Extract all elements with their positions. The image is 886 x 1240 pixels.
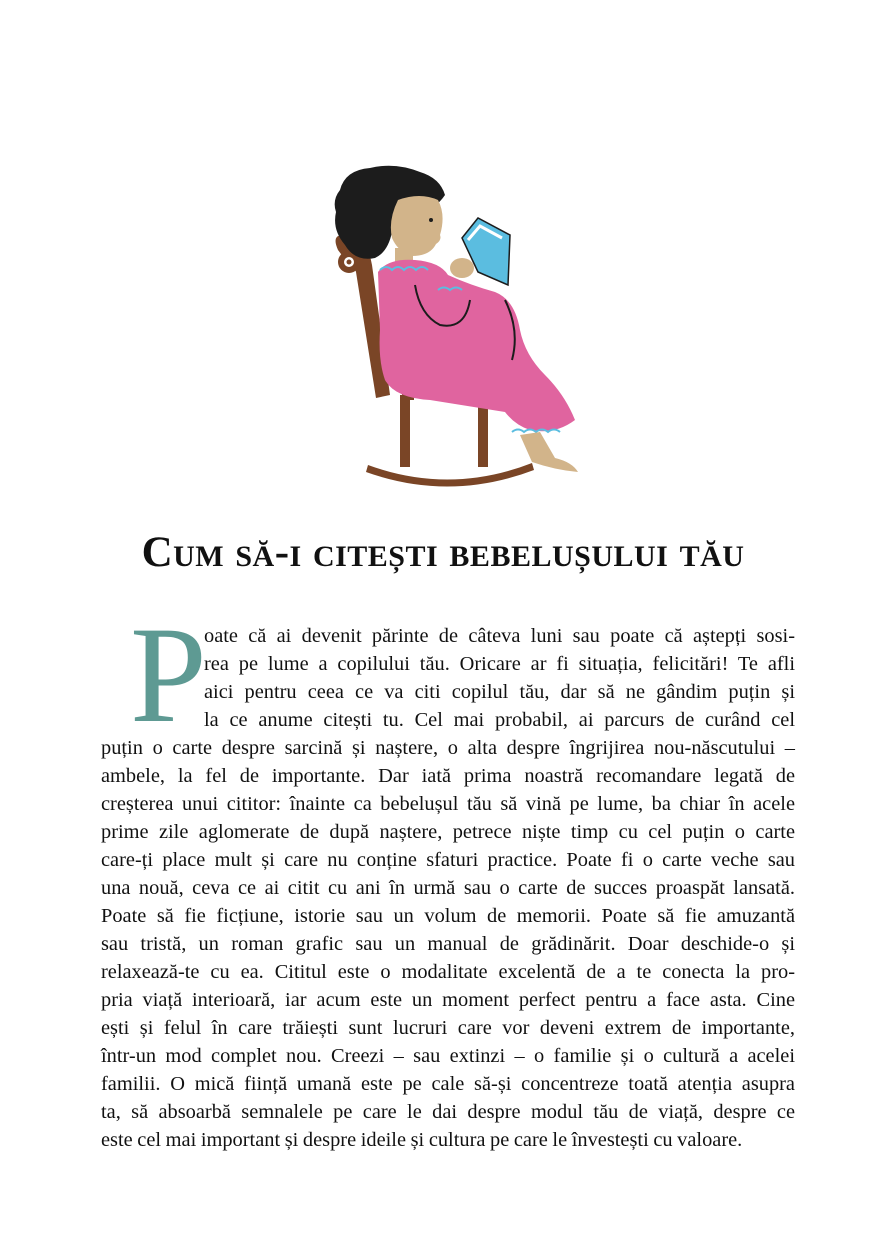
text-line: rea pe lume a copilului tău. Oricare ar fi situația, felicitări! Te afli (204, 653, 795, 675)
text-line: care-ți place mult și care nu conține sfaturi practice. Poate fi o carte veche sau (101, 849, 795, 871)
text-line: ta, să absoarbă semnalele pe care le dai despre modul tău de viață, despre ce (101, 1101, 795, 1123)
text-line: prime zile aglomerate de după naștere, petrece niște timp cu cel puțin o carte (101, 821, 795, 843)
text-line: relaxează-te cu ea. Cititul este o modalitate excelentă de a te conecta la pro- (101, 961, 795, 983)
text-line: oate că ai devenit părinte de câteva luni sau poate că aștepți sosi- (204, 625, 795, 647)
text-line: familii. O mică ființă umană este pe cale să-și concentreze toată atenția asupra (101, 1073, 795, 1095)
illustration-woman-reading-rocking-chair (315, 160, 595, 495)
text-line: la ce anume citești tu. Cel mai probabil, ai parcurs de curând cel (204, 709, 795, 731)
drop-cap: P (130, 598, 207, 751)
text-line: creșterea unui cititor: înainte ca bebelușul tău să vină pe lume, ba chiar în acele (101, 793, 795, 815)
text-line: sau tristă, un roman grafic sau un manual de grădinărit. Doar deschide-o și (101, 933, 795, 955)
text-line: este cel mai important și despre ideile și cultura pe care le învestești cu valoare. (101, 1129, 743, 1151)
text-line: într-un mod complet nou. Creezi – sau extinzi – o familie și o cultură a acelei (101, 1045, 795, 1067)
text-line: puțin o carte despre sarcină și naștere, o alta despre îngrijirea nou-născutului – (101, 737, 795, 759)
text-line: aici pentru ceea ce va citi copilul tău, dar să ne gândim puțin și (204, 681, 795, 703)
text-line: ambele, la fel de importante. Dar iată prima noastră recomandare legată de (101, 765, 795, 787)
text-line: pria viață interioară, iar acum este un moment perfect pentru a face asta. Cine (101, 989, 795, 1011)
text-line: Poate să fie ficțiune, istorie sau un volum de memorii. Poate să fie amuzantă (101, 905, 795, 927)
text-line: una nouă, ceva ce ai citit cu ani în urmă sau o carte de succes proaspăt lansată. (101, 877, 795, 899)
chapter-title: Cum să-i citești bebelușului tău (141, 529, 745, 576)
text-line: ești și felul în care trăiești sunt lucruri care vor deveni extrem de importante, (101, 1017, 795, 1039)
